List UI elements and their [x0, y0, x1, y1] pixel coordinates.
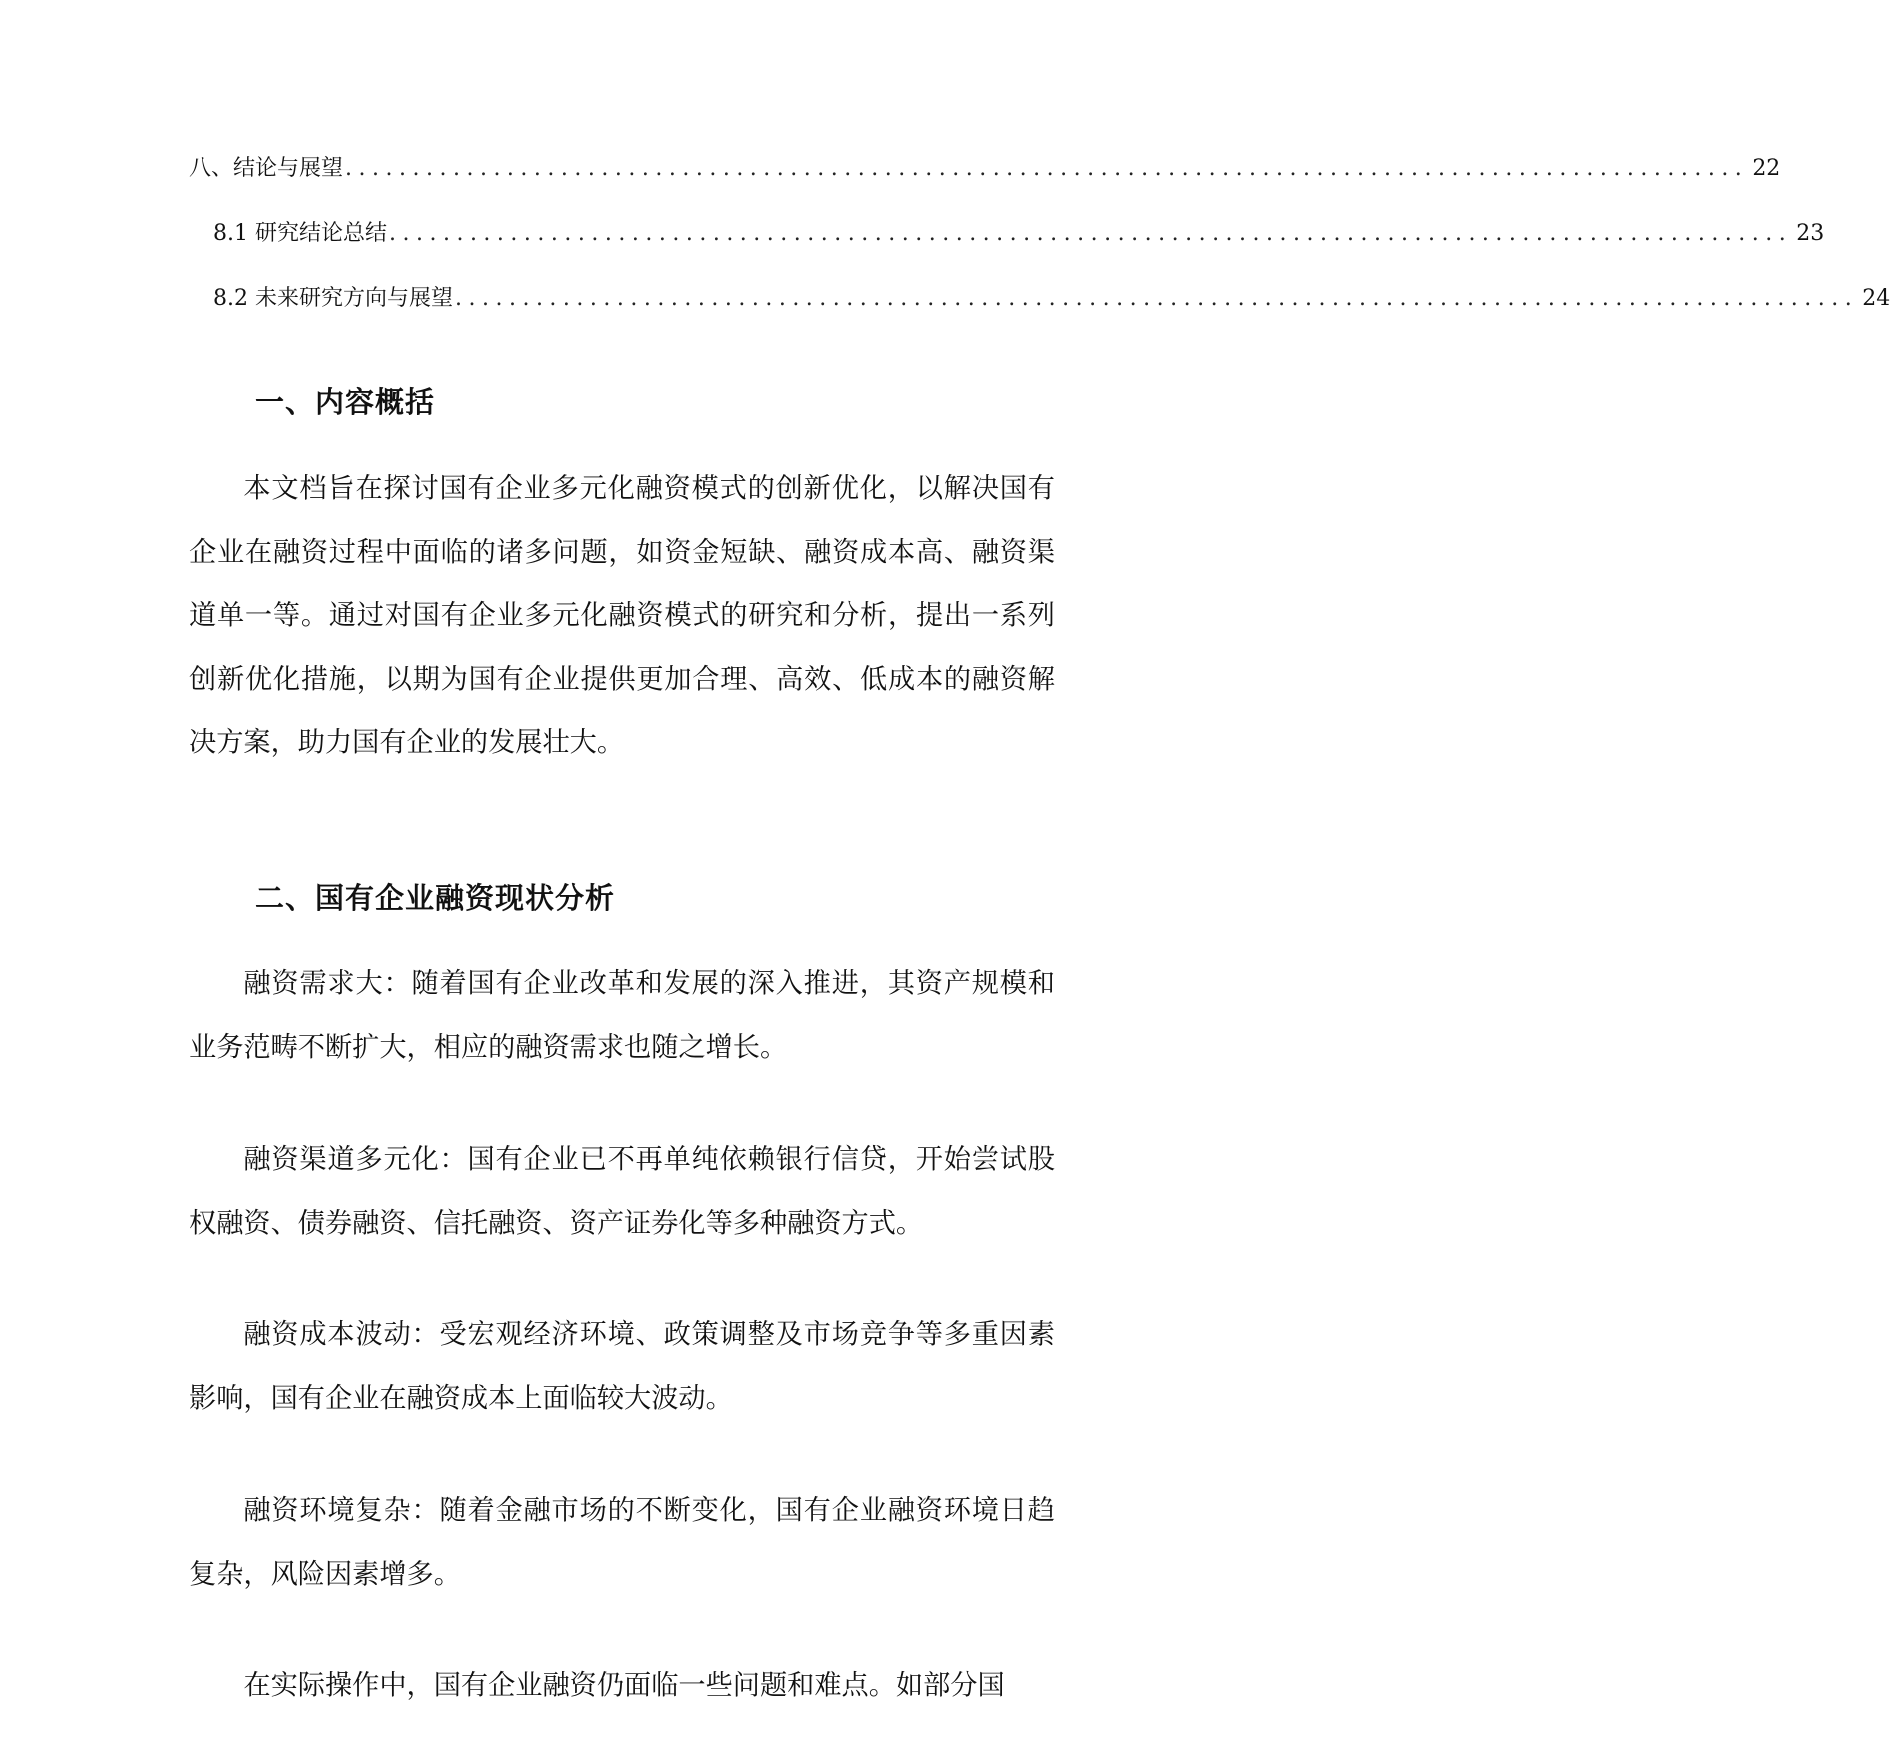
toc-entry-title: 8.1 研究结论总结	[213, 221, 387, 246]
toc-leader-dots: ........................................................................................................	[345, 156, 1749, 181]
toc-entry-page: 23	[1796, 221, 1825, 246]
toc-leader-dots: ........................................................................................................	[454, 286, 1859, 311]
body-paragraph: 融资成本波动：受宏观经济环境、政策调整及市场竞争等多重因素影响，国有企业在融资成本上面临较大波动。	[189, 1319, 1055, 1414]
toc-entry[interactable]	[213, 219, 1825, 249]
section-heading: 一、内容概括	[255, 385, 436, 419]
toc-entry-page: 22	[1752, 156, 1781, 181]
body-paragraph: 在实际操作中，国有企业融资仍面临一些问题和难点。如部分国	[243, 1670, 1005, 1701]
body-paragraph: 融资环境复杂：随着金融市场的不断变化，国有企业融资环境日趋复杂，风险因素增多。	[189, 1495, 1055, 1590]
body-paragraph: 融资需求大：随着国有企业改革和发展的深入推进，其资产规模和业务范畴不断扩大，相应的融资需求也随之增长。	[189, 968, 1055, 1063]
body-paragraph: 本文档旨在探讨国有企业多元化融资模式的创新优化，以解决国有企业在融资过程中面临的诸多问题，如资金短缺、融资成本高、融资渠道单一等。通过对国有企业多元化融资模式的研究和分析，提出一系列创新优化措施，以期为国有企业提供更加合理、高效、低成本的融资解决方案，助力国有企业的发展壮大。	[189, 473, 1055, 758]
toc-entry-page: 24	[1862, 286, 1890, 311]
toc-leader-dots: ........................................................................................................	[388, 221, 1793, 246]
toc-entry-title: 八、结论与展望	[189, 156, 344, 181]
section-heading: 二、国有企业融资现状分析	[255, 881, 616, 915]
toc-entry[interactable]	[213, 284, 1890, 314]
toc-entry-title: 8.2 未来研究方向与展望	[213, 286, 453, 311]
toc-entry[interactable]	[189, 154, 1781, 184]
body-paragraph: 融资渠道多元化：国有企业已不再单纯依赖银行信贷，开始尝试股权融资、债券融资、信托融资、资产证券化等多种融资方式。	[189, 1144, 1055, 1239]
